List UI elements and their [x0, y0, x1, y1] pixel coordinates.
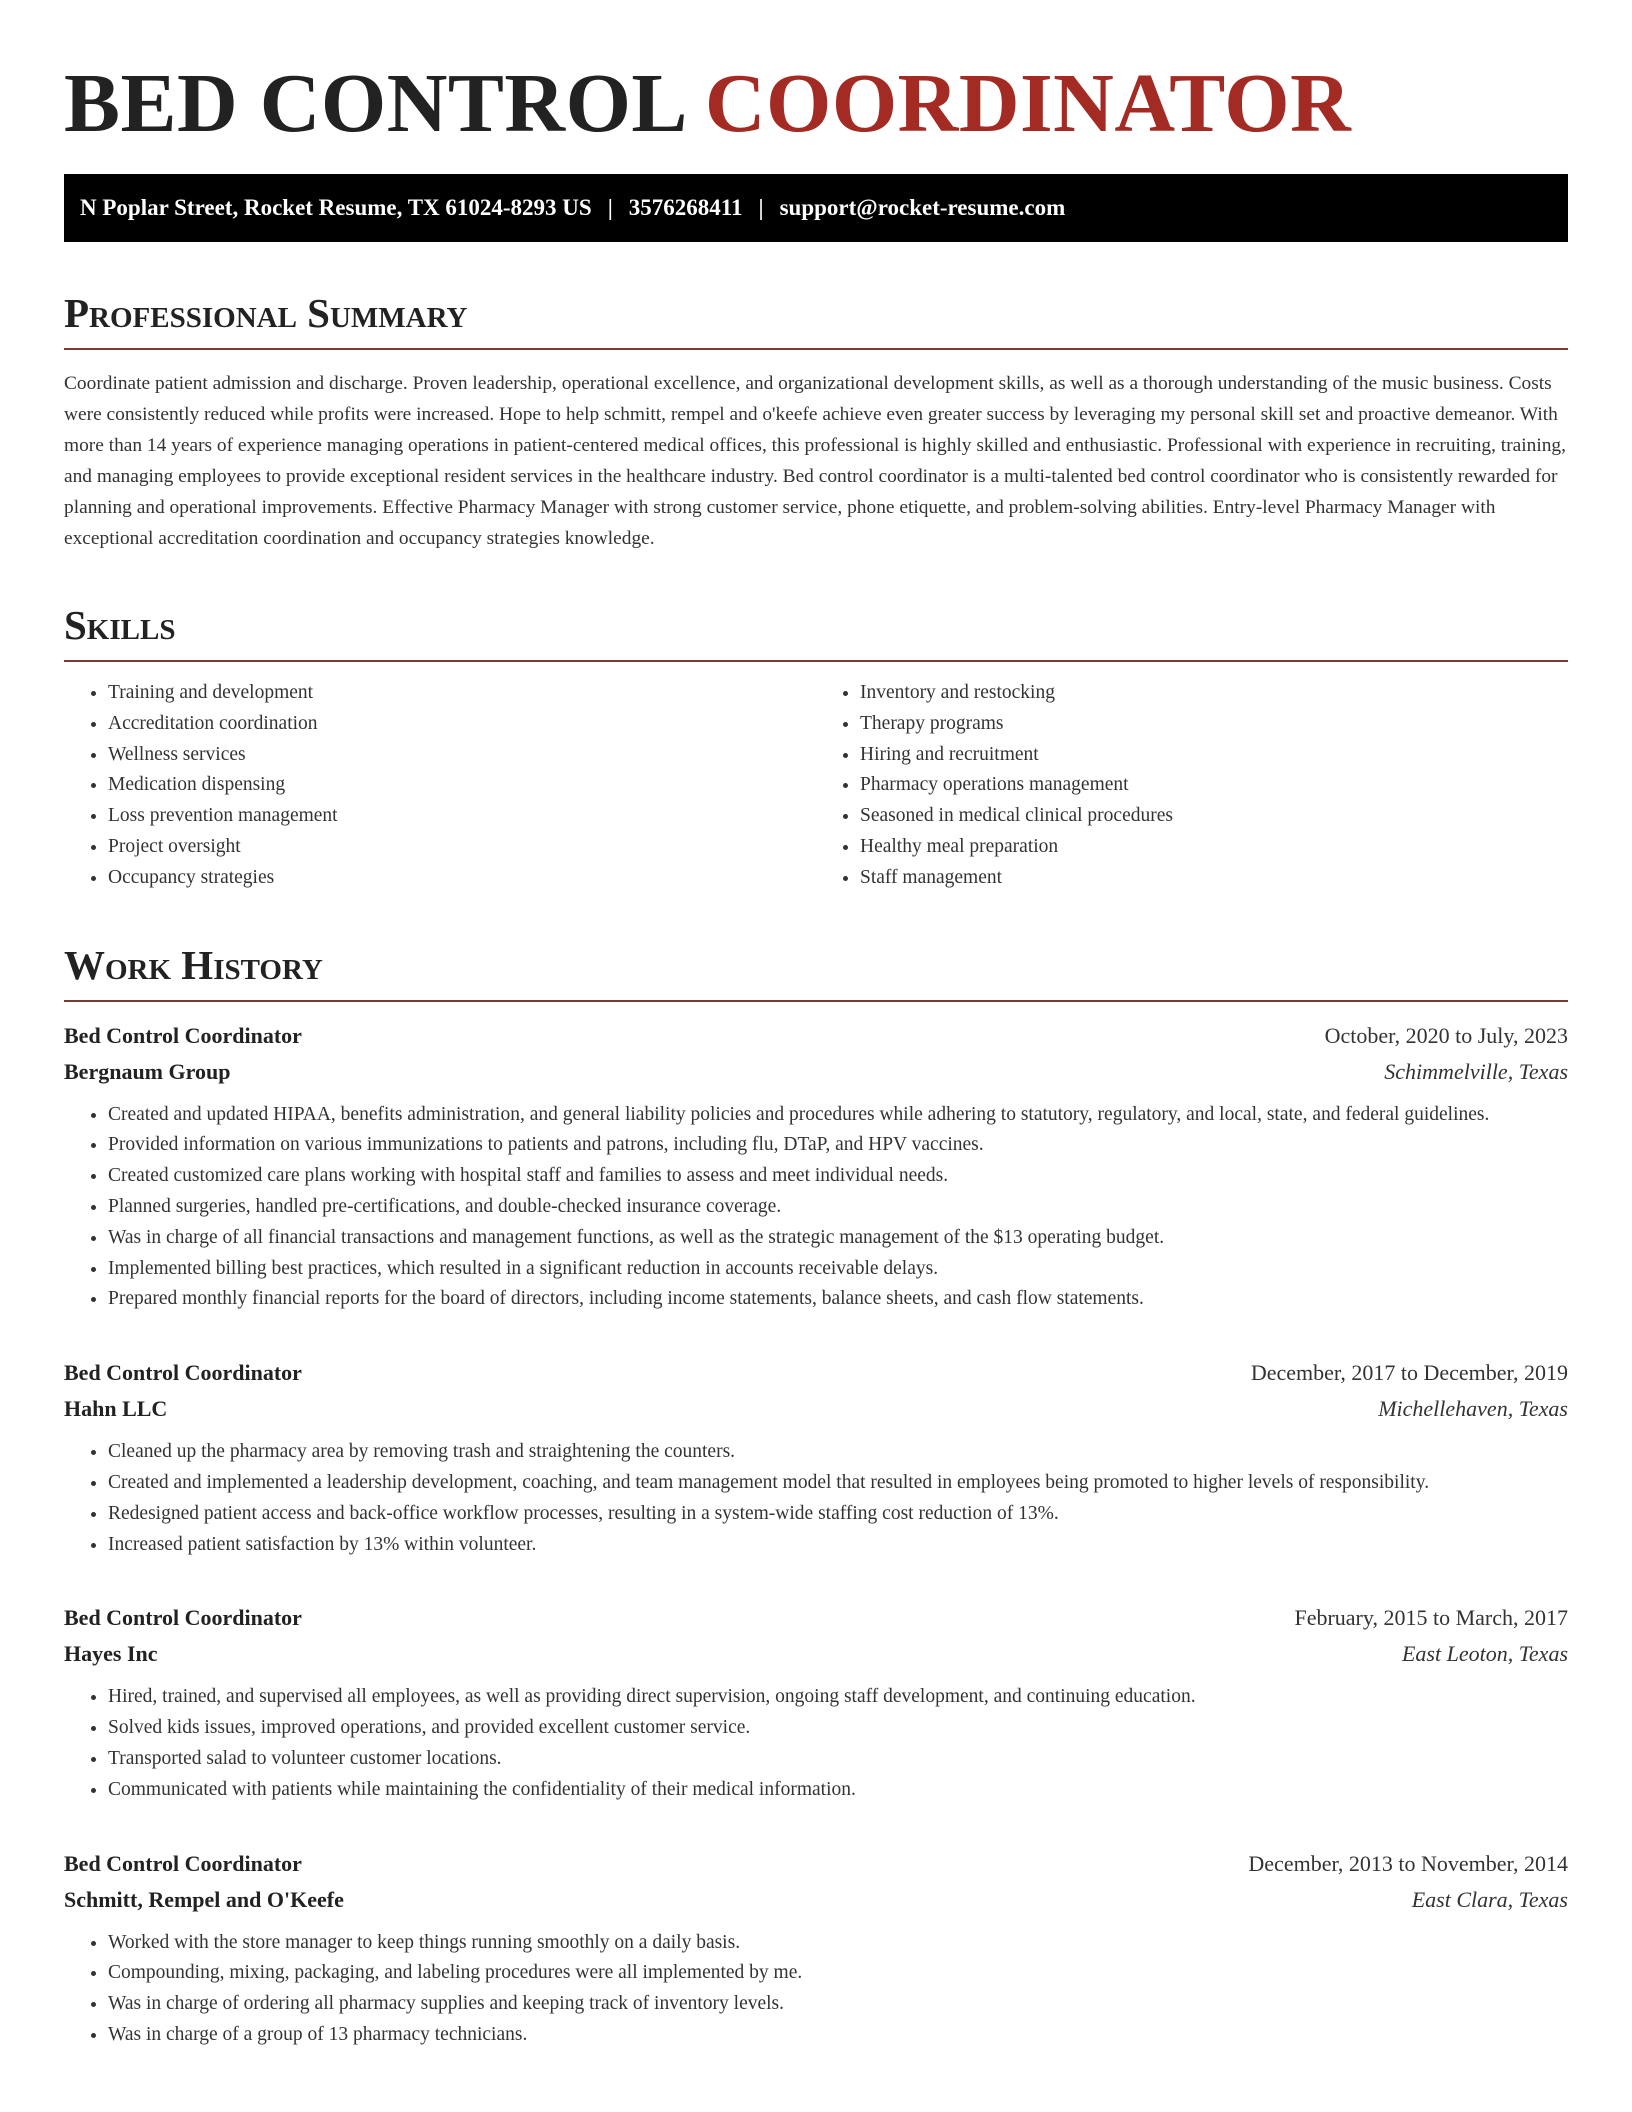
- job-header-row: [64, 1018, 1568, 1054]
- job-bullet: • Created and updated HIPAA, benefits administration, and general liability policies and procedures while adhering to statutory, regulatory, and local, state, and federal guidelines.: [108, 1100, 1568, 1131]
- skill-item: • Inventory and restocking: [860, 678, 1568, 709]
- skill-item: • Loss prevention management: [108, 801, 816, 832]
- job-bullet: • Transported salad to volunteer customer locations.: [108, 1744, 1568, 1775]
- skills-grid: [64, 678, 1568, 894]
- section-title-summary: Professional Summary: [64, 288, 1568, 350]
- skill-item: • Healthy meal preparation: [860, 832, 1568, 863]
- name-first: BED CONTROL: [64, 57, 684, 150]
- job-header-row: [64, 1846, 1568, 1882]
- job-entry: [64, 1600, 1568, 1805]
- jobs-list: [64, 1018, 1568, 2051]
- job-location: Michellehaven, Texas: [1378, 1396, 1568, 1422]
- job-company-row: [64, 1391, 1568, 1427]
- job-company: Hahn LLC: [64, 1396, 168, 1422]
- skills-list-left: [64, 678, 816, 894]
- skill-item: • Training and development: [108, 678, 816, 709]
- job-bullet: • Cleaned up the pharmacy area by removing trash and straightening the counters.: [108, 1437, 1568, 1468]
- contact-separator: |: [607, 195, 613, 220]
- job-bullet: • Communicated with patients while maintaining the confidentiality of their medical information.: [108, 1775, 1568, 1806]
- skill-item: • Project oversight: [108, 832, 816, 863]
- job-dates: December, 2017 to December, 2019: [1250, 1360, 1568, 1386]
- contact-separator: |: [758, 195, 764, 220]
- job-location: East Leoton, Texas: [1401, 1641, 1568, 1667]
- job-bullets: [64, 1682, 1568, 1805]
- job-title: Bed Control Coordinator: [64, 1605, 302, 1631]
- contact-bar: [64, 174, 1568, 242]
- job-title: Bed Control Coordinator: [64, 1850, 302, 1876]
- job-dates: December, 2013 to November, 2014: [1248, 1850, 1568, 1876]
- job-dates: February, 2015 to March, 2017: [1294, 1605, 1568, 1631]
- skill-item: • Accreditation coordination: [108, 709, 816, 740]
- job-location: East Clara, Texas: [1411, 1886, 1568, 1912]
- job-entry: [64, 1846, 1568, 2051]
- job-company-row: [64, 1882, 1568, 1918]
- job-dates: October, 2020 to July, 2023: [1324, 1022, 1568, 1048]
- job-bullet: • Implemented billing best practices, which resulted in a significant reduction in accounts receivable delays.: [108, 1254, 1568, 1285]
- job-bullet: • Increased patient satisfaction by 13% within volunteer.: [108, 1530, 1568, 1561]
- skill-item: • Seasoned in medical clinical procedures: [860, 801, 1568, 832]
- contact-address: N Poplar Street, Rocket Resume, TX 61024-8293 US: [80, 195, 592, 220]
- job-bullet: • Planned surgeries, handled pre-certifications, and double-checked insurance coverage.: [108, 1192, 1568, 1223]
- job-bullet: • Was in charge of a group of 13 pharmacy technicians.: [108, 2020, 1568, 2051]
- job-bullet: • Redesigned patient access and back-office workflow processes, resulting in a system-wide staffing cost reduction of 13%.: [108, 1499, 1568, 1530]
- job-bullet: • Solved kids issues, improved operations, and provided excellent customer service.: [108, 1713, 1568, 1744]
- skill-item: • Wellness services: [108, 740, 816, 771]
- summary-section: [64, 288, 1568, 554]
- job-bullets: [64, 1100, 1568, 1316]
- contact-email[interactable]: support@rocket-resume.com: [779, 195, 1066, 220]
- skill-item: • Hiring and recruitment: [860, 740, 1568, 771]
- job-bullet: • Provided information on various immunizations to patients and patrons, including flu, DTaP, and HPV vaccines.: [108, 1130, 1568, 1161]
- job-title: Bed Control Coordinator: [64, 1022, 302, 1048]
- contact-phone: 3576268411: [628, 195, 743, 220]
- skill-item: • Pharmacy operations management: [860, 770, 1568, 801]
- skill-item: • Occupancy strategies: [108, 863, 816, 894]
- job-bullet: • Was in charge of ordering all pharmacy supplies and keeping track of inventory levels.: [108, 1989, 1568, 2020]
- skills-section: [64, 600, 1568, 894]
- job-bullet: • Worked with the store manager to keep things running smoothly on a daily basis.: [108, 1928, 1568, 1959]
- job-bullet: • Hired, trained, and supervised all employees, as well as providing direct supervision, ongoing staff development, and continuing education.: [108, 1682, 1568, 1713]
- job-header-row: [64, 1355, 1568, 1391]
- job-bullet: • Prepared monthly financial reports for the board of directors, including income statements, balance sheets, and cash flow statements.: [108, 1284, 1568, 1315]
- job-company: Schmitt, Rempel and O'Keefe: [64, 1886, 344, 1912]
- job-bullets: [64, 1437, 1568, 1560]
- job-company-row: [64, 1636, 1568, 1672]
- job-company: Hayes Inc: [64, 1641, 158, 1667]
- skill-item: • Staff management: [860, 863, 1568, 894]
- resume-name: [64, 56, 1568, 152]
- job-entry: [64, 1018, 1568, 1316]
- summary-text: Coordinate patient admission and discharge. Proven leadership, operational excellence, and organizational development skills, as well as a thorough understanding of the music business. Costs were consistently reduced while profits were increased. Hope to help schmitt, rempel and o'keefe achieve even greater success by leveraging my personal skill set and proactive demeanor. With more than 14 years of experience managing operations in patient-centered medical offices, this professional is highly skilled and enthusiastic. Professional with experience in recruiting, training, and managing employees to provide exceptional resident services in the healthcare industry. Bed control coordinator is a multi-talented bed control coordinator who is consistently rewarded for planning and operational improvements. Effective Pharmacy Manager with strong customer service, phone etiquette, and problem-solving abilities. Entry-level Pharmacy Manager with exceptional accreditation coordination and occupancy strategies knowledge.: [64, 373, 1566, 549]
- job-location: Schimmelville, Texas: [1384, 1058, 1568, 1084]
- job-bullet: • Was in charge of all financial transactions and management functions, as well as the strategic management of the $13 operating budget.: [108, 1223, 1568, 1254]
- skills-list-right: [816, 678, 1568, 894]
- job-company: Bergnaum Group: [64, 1058, 231, 1084]
- section-title-skills: Skills: [64, 600, 1568, 662]
- work-history-section: [64, 940, 1568, 2051]
- skill-item: • Therapy programs: [860, 709, 1568, 740]
- job-entry: [64, 1355, 1568, 1560]
- section-title-work-history: Work History: [64, 940, 1568, 1002]
- name-second: COORDINATOR: [704, 57, 1352, 150]
- job-title: Bed Control Coordinator: [64, 1360, 302, 1386]
- job-bullet: • Created customized care plans working with hospital staff and families to assess and meet individual needs.: [108, 1161, 1568, 1192]
- job-bullets: [64, 1928, 1568, 2051]
- job-bullet: • Compounding, mixing, packaging, and labeling procedures were all implemented by me.: [108, 1958, 1568, 1989]
- skill-item: • Medication dispensing: [108, 770, 816, 801]
- job-header-row: [64, 1600, 1568, 1636]
- job-bullet: • Created and implemented a leadership development, coaching, and team management model that resulted in employees being promoted to higher levels of responsibility.: [108, 1468, 1568, 1499]
- job-company-row: [64, 1054, 1568, 1090]
